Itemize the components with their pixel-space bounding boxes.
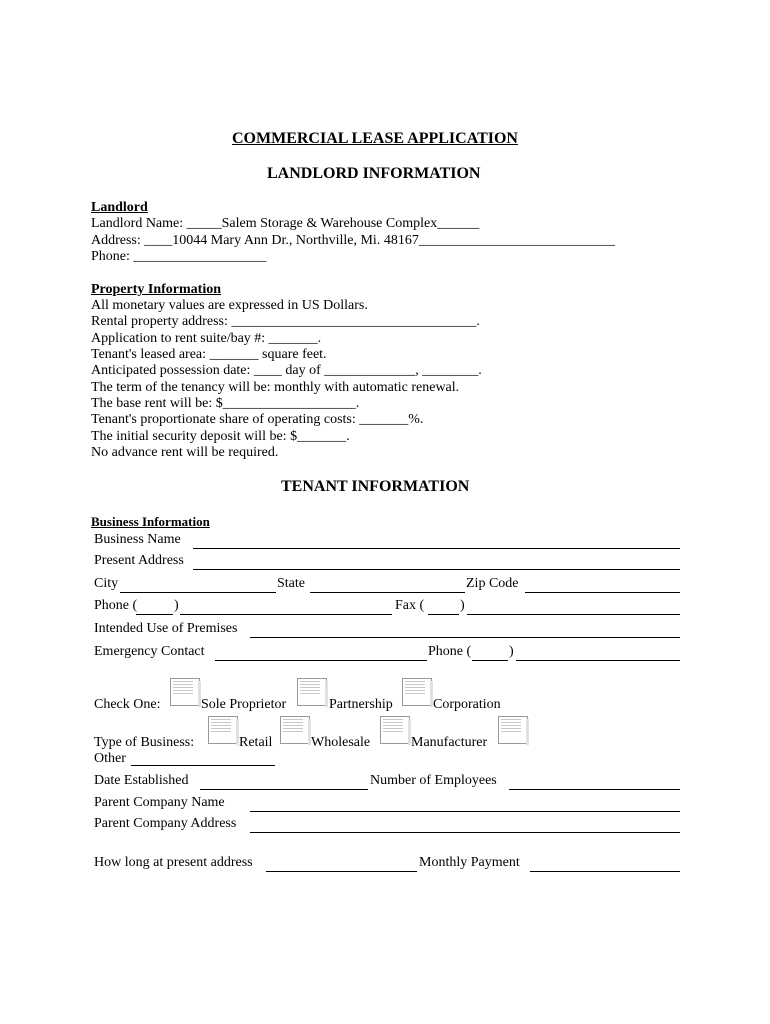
parent-company-address-label: Parent Company Address <box>94 816 237 831</box>
wholesale-checkbox[interactable] <box>280 716 310 744</box>
partnership-checkbox[interactable] <box>297 678 327 706</box>
tenant-heading: TENANT INFORMATION <box>281 478 470 495</box>
emergency-phone-area-field[interactable] <box>472 660 508 661</box>
number-of-employees-label: Number of Employees <box>370 773 497 788</box>
how-long-label: How long at present address <box>94 855 253 870</box>
landlord-name: Landlord Name: _____Salem Storage & Warehouse Complex______ <box>91 216 480 231</box>
present-address-field[interactable] <box>193 569 680 570</box>
fax-number-field[interactable] <box>467 614 680 615</box>
manufacturer-checkbox[interactable] <box>380 716 410 744</box>
landlord-phone: Phone: ___________________ <box>91 249 267 264</box>
emergency-contact-field[interactable] <box>215 660 427 661</box>
other-field[interactable] <box>131 765 275 766</box>
unlabeled-checkbox[interactable] <box>498 716 528 744</box>
document-title: COMMERCIAL LEASE APPLICATION <box>232 130 518 147</box>
corporation-label: Corporation <box>433 697 501 712</box>
property-line: Application to rent suite/bay #: _______. <box>91 331 322 346</box>
corporation-checkbox[interactable] <box>402 678 432 706</box>
date-established-label: Date Established <box>94 773 189 788</box>
partnership-label: Partnership <box>329 697 393 712</box>
property-line: Anticipated possession date: ____ day of _____________, ________. <box>91 363 482 378</box>
property-line: Tenant's proportionate share of operating costs: _______%. <box>91 412 424 427</box>
landlord-section-label: Landlord <box>91 200 148 215</box>
retail-checkbox[interactable] <box>208 716 238 744</box>
parent-company-name-field[interactable] <box>250 811 680 812</box>
property-section-label: Property Information <box>91 282 221 297</box>
phone-area-code-field[interactable] <box>136 614 173 615</box>
sole-proprietor-checkbox[interactable] <box>170 678 200 706</box>
phone-number-field[interactable] <box>180 614 392 615</box>
business-name-label: Business Name <box>94 532 181 547</box>
how-long-field[interactable] <box>266 871 417 872</box>
property-line: Rental property address: ___________________________________. <box>91 314 480 329</box>
sole-proprietor-label: Sole Proprietor <box>201 697 287 712</box>
zip-code-field[interactable] <box>525 592 680 593</box>
property-line: No advance rent will be required. <box>91 445 279 460</box>
emergency-phone-number-field[interactable] <box>516 660 680 661</box>
city-field[interactable] <box>120 592 276 593</box>
intended-use-field[interactable] <box>250 637 680 638</box>
property-line: Tenant's leased area: _______ square feet. <box>91 347 327 362</box>
intended-use-label: Intended Use of Premises <box>94 621 238 636</box>
phone-label: Phone ( <box>94 598 138 613</box>
monthly-payment-label: Monthly Payment <box>419 855 520 870</box>
emergency-phone-close: ) <box>509 644 514 659</box>
city-label: City <box>94 576 119 591</box>
other-label: Other <box>94 751 126 766</box>
business-name-field[interactable] <box>193 548 680 549</box>
present-address-label: Present Address <box>94 553 184 568</box>
fax-area-close: ) <box>460 598 465 613</box>
type-of-business-label: Type of Business: <box>94 735 195 750</box>
property-line: The base rent will be: $___________________. <box>91 396 360 411</box>
landlord-address: Address: ____10044 Mary Ann Dr., Northville, Mi. 48167____________________________ <box>91 233 615 248</box>
property-line: The initial security deposit will be: $_______. <box>91 429 350 444</box>
parent-company-address-field[interactable] <box>250 832 680 833</box>
emergency-contact-label: Emergency Contact <box>94 644 205 659</box>
fax-area-code-field[interactable] <box>428 614 459 615</box>
zip-code-label: Zip Code <box>466 576 519 591</box>
monthly-payment-field[interactable] <box>530 871 680 872</box>
manufacturer-label: Manufacturer <box>411 735 488 750</box>
wholesale-label: Wholesale <box>311 735 371 750</box>
phone-area-close: ) <box>174 598 179 613</box>
date-established-field[interactable] <box>200 789 368 790</box>
property-line: The term of the tenancy will be: monthly with automatic renewal. <box>91 380 460 395</box>
state-label: State <box>277 576 305 591</box>
landlord-heading: LANDLORD INFORMATION <box>267 165 481 182</box>
emergency-phone-label: Phone ( <box>428 644 472 659</box>
retail-label: Retail <box>239 735 273 750</box>
fax-label: Fax ( <box>395 598 425 613</box>
property-line: All monetary values are expressed in US Dollars. <box>91 298 368 313</box>
state-field[interactable] <box>310 592 465 593</box>
parent-company-name-label: Parent Company Name <box>94 795 225 810</box>
business-section-label: Business Information <box>91 514 210 529</box>
number-of-employees-field[interactable] <box>509 789 680 790</box>
check-one-label: Check One: <box>94 697 161 712</box>
